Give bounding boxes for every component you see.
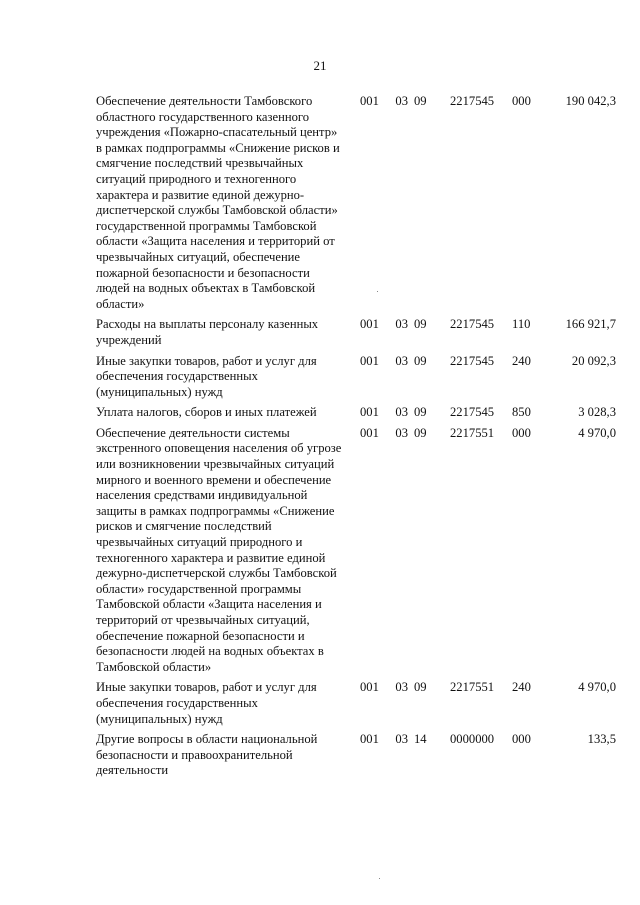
table-row	[96, 426, 616, 681]
row-target: 2217551	[450, 680, 495, 695]
row-section: 03	[395, 317, 408, 332]
table-row	[96, 354, 616, 406]
row-subsection: 09	[414, 425, 427, 440]
row-type: 110	[512, 317, 531, 332]
table-row	[96, 94, 616, 317]
row-sum: 190 042,3	[565, 94, 616, 108]
row-sum: 20 092,3	[571, 353, 616, 368]
row-target: 0000000	[450, 732, 495, 747]
page-number: 21	[313, 58, 327, 73]
scan-speck	[379, 878, 380, 879]
row-name: Иные закупки товаров, работ и услуг для обеспечения государственных (муниципальных) нужд	[96, 353, 317, 399]
row-name: Обеспечение деятельности Тамбовского областного государственного казенного учреждения «Пожарно-спасательный центр» в рамках подпрограммы «Снижение рисков и смягчение последствий чрезвычайных ситуаций природного и техногенного характера и развитие единой дежурно-диспетчерской службы Тамбовской области» государственной программы Тамбовской области «Защита населения и территорий от чрезвычайных ситуаций, обеспечение пожарной безопасности и безопасности людей на водных объектах в Тамбовской области»	[96, 94, 340, 311]
row-code: 001	[360, 680, 379, 695]
scan-speck	[377, 291, 378, 292]
row-sum: 4 970,0	[578, 425, 616, 440]
row-target: 2217545	[450, 405, 495, 420]
row-section: 03	[395, 353, 408, 368]
row-code: 001	[360, 425, 379, 440]
row-name: Расходы на выплаты персоналу казенных учреждений	[96, 317, 319, 347]
row-type: 000	[512, 425, 531, 440]
row-type: 000	[512, 94, 531, 108]
row-subsection: 14	[414, 732, 427, 747]
row-subsection: 09	[414, 405, 427, 420]
row-subsection: 09	[414, 353, 427, 368]
row-section: 03	[395, 94, 408, 108]
row-code: 001	[360, 353, 379, 368]
table-row	[96, 680, 616, 732]
row-target: 2217551	[450, 425, 495, 440]
budget-table	[96, 94, 616, 784]
table-row	[96, 317, 616, 353]
row-code: 001	[360, 405, 379, 420]
row-sum: 4 970,0	[578, 680, 616, 695]
row-sum: 166 921,7	[565, 317, 616, 332]
row-name: Обеспечение деятельности системы экстренного оповещения населения об угрозе или возникновении чрезвычайных ситуаций мирного и военного времени и обеспечение населения средствами индивидуальной защиты в рамках подпрограммы «Снижение рисков и смягчение последствий чрезвычайных ситуаций природного и техногенного характера и развитие единой дежурно-диспетчерской службы Тамбовской области» государственной программы Тамбовской области «Защита населения и территорий от чрезвычайных ситуаций, обеспечение пожарной безопасности и безопасности людей на водных объектах в Тамбовской области»	[96, 425, 342, 674]
row-name: Уплата налогов, сборов и иных платежей	[96, 405, 317, 420]
row-code: 001	[360, 94, 379, 108]
table-row	[96, 732, 616, 784]
row-section: 03	[395, 425, 408, 440]
row-sum: 3 028,3	[578, 405, 616, 420]
table-row	[96, 405, 616, 426]
row-subsection: 09	[414, 94, 427, 108]
row-subsection: 09	[414, 317, 427, 332]
row-section: 03	[395, 680, 408, 695]
row-type: 850	[512, 405, 531, 420]
row-code: 001	[360, 317, 379, 332]
row-target: 2217545	[450, 94, 495, 108]
row-section: 03	[395, 405, 408, 420]
row-name: Другие вопросы в области национальной безопасности и правоохранительной деятельности	[96, 732, 318, 778]
row-type: 240	[512, 680, 531, 695]
row-sum: 133,5	[587, 732, 616, 747]
row-target: 2217545	[450, 353, 495, 368]
row-type: 240	[512, 353, 531, 368]
row-subsection: 09	[414, 680, 427, 695]
row-type: 000	[512, 732, 531, 747]
row-target: 2217545	[450, 317, 495, 332]
row-section: 03	[395, 732, 408, 747]
row-code: 001	[360, 732, 379, 747]
row-name: Иные закупки товаров, работ и услуг для обеспечения государственных (муниципальных) нужд	[96, 680, 317, 726]
